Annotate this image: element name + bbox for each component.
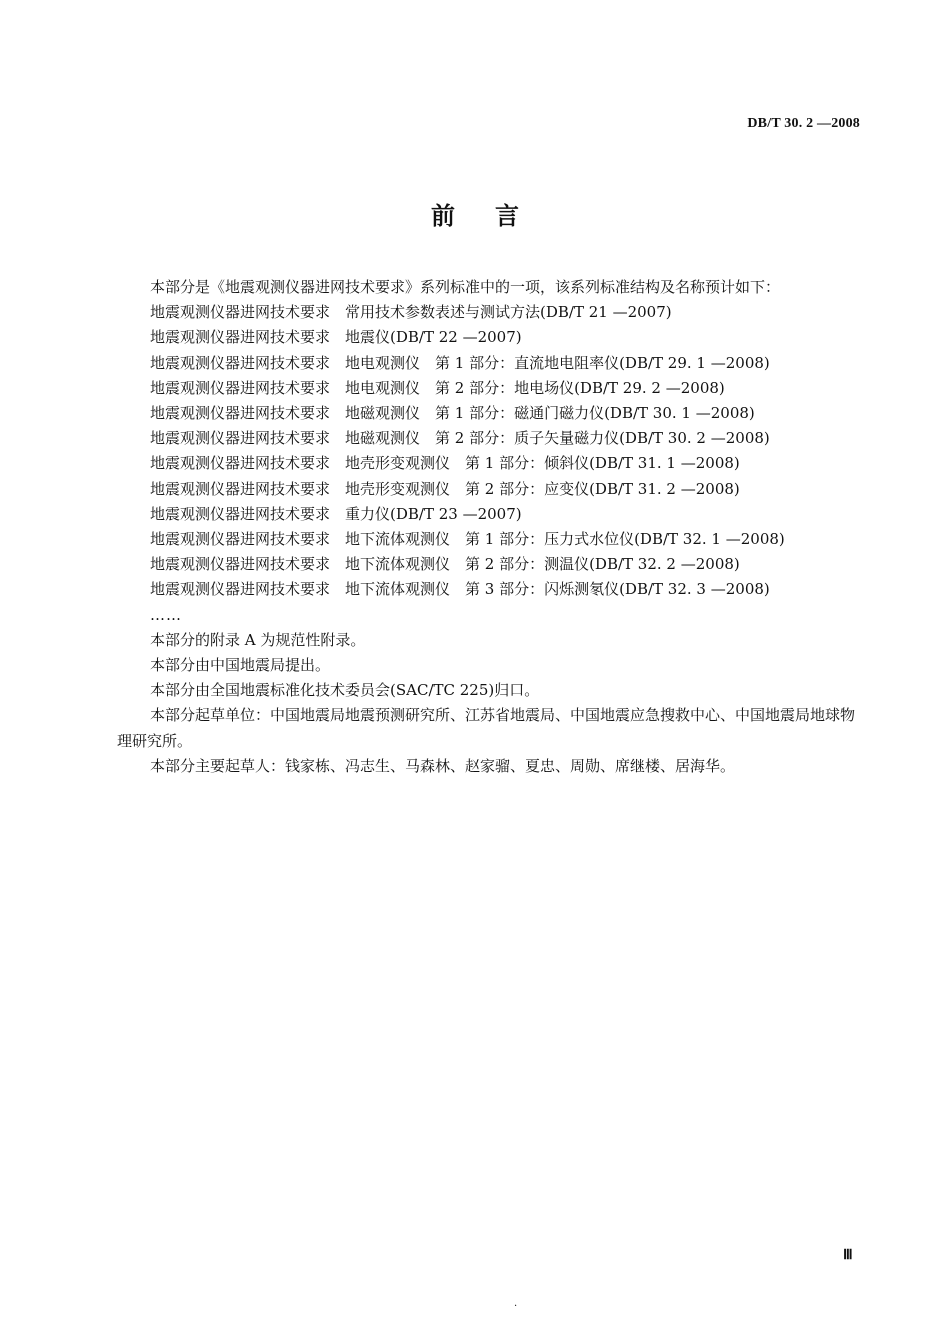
committee-paragraph: 本部分由全国地震标准化技术委员会(SAC/TC 225)归口。 bbox=[150, 681, 540, 700]
foreword-body bbox=[117, 275, 861, 779]
list-item: 地震观测仪器进网技术要求 地下流体观测仪 第 1 部分：压力式水位仪(DB/T 32. 1 —2008) bbox=[150, 530, 785, 549]
page-number: Ⅲ bbox=[843, 1248, 853, 1263]
list-item: 地震观测仪器进网技术要求 地电观测仪 第 1 部分：直流地电阻率仪(DB/T 29. 1 —2008) bbox=[150, 353, 770, 372]
series-list bbox=[117, 300, 861, 602]
list-item: 地震观测仪器进网技术要求 地下流体观测仪 第 3 部分：闪烁测氡仪(DB/T 32. 3 —2008) bbox=[150, 580, 770, 599]
list-item: 地震观测仪器进网技术要求 地磁观测仪 第 2 部分：质子矢量磁力仪(DB/T 30. 2 —2008) bbox=[150, 429, 770, 448]
list-item: 地震观测仪器进网技术要求 地下流体观测仪 第 2 部分：测温仪(DB/T 32. 2 —2008) bbox=[150, 555, 740, 574]
list-item: 地震观测仪器进网技术要求 重力仪(DB/T 23 —2007) bbox=[150, 504, 522, 523]
drafters-paragraph: 本部分主要起草人：钱家栋、冯志生、马森林、赵家骝、夏忠、周勋、席继楼、居海华。 bbox=[150, 756, 736, 775]
footer-mark: . bbox=[514, 1298, 518, 1309]
page-title: 前言 bbox=[431, 202, 559, 230]
list-item: 地震观测仪器进网技术要求 地壳形变观测仪 第 1 部分：倾斜仪(DB/T 31. 1 —2008) bbox=[150, 454, 740, 473]
list-item: 地震观测仪器进网技术要求 地震仪(DB/T 22 —2007) bbox=[150, 328, 522, 347]
list-item: 地震观测仪器进网技术要求 地磁观测仪 第 1 部分：磁通门磁力仪(DB/T 30. 1 —2008) bbox=[150, 404, 755, 423]
intro-paragraph: 本部分是《地震观测仪器进网技术要求》系列标准中的一项，该系列标准结构及名称预计如下： bbox=[150, 278, 781, 296]
list-item: 地震观测仪器进网技术要求 常用技术参数表述与测试方法(DB/T 21 —2007) bbox=[150, 303, 672, 322]
list-item: 地震观测仪器进网技术要求 地电观测仪 第 2 部分：地电场仪(DB/T 29. 2 —2008) bbox=[150, 378, 725, 397]
proposer-paragraph: 本部分由中国地震局提出。 bbox=[150, 656, 331, 675]
ellipsis: …… bbox=[150, 605, 182, 624]
drafting-units-paragraph: 本部分起草单位：中国地震局地震预测研究所、江苏省地震局、中国地震应急搜救中心、中国地震局地球物理研究所。 bbox=[117, 706, 856, 750]
list-item: 地震观测仪器进网技术要求 地壳形变观测仪 第 2 部分：应变仪(DB/T 31. 2 —2008) bbox=[150, 479, 740, 498]
standard-code: DB/T 30. 2 —2008 bbox=[747, 116, 860, 131]
appendix-paragraph: 本部分的附录 A 为规范性附录。 bbox=[150, 630, 366, 649]
